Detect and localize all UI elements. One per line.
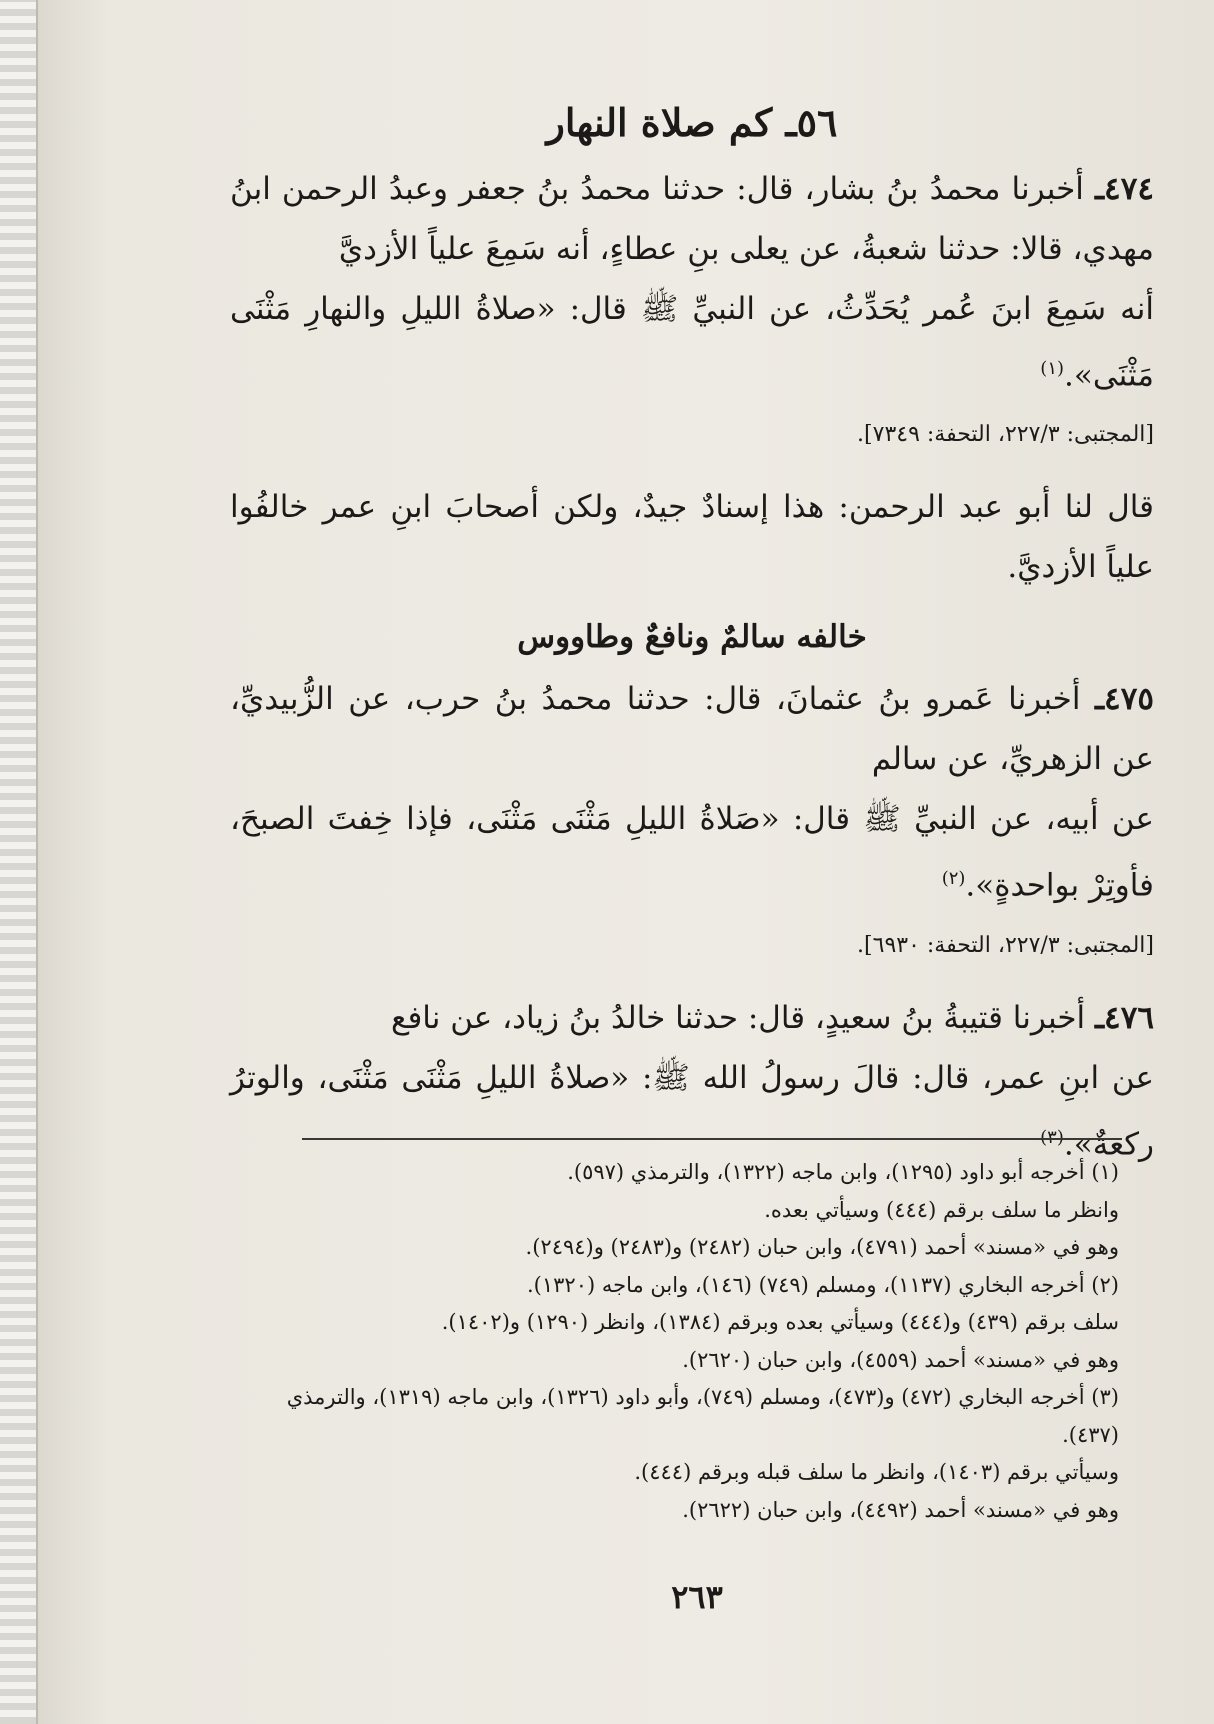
author-comment: قال لنا أبو عبد الرحمن: هذا إسنادٌ جيدٌ، ولكن أصحابَ ابنِ عمر خالفُوا علياً الأزديَّ.	[230, 489, 1154, 586]
footnote-line: سلف برقم (٤٣٩) و(٤٤٤) وسيأتي بعده وبرقم (١٣٨٤)، وانظر (١٢٩٠) و(١٤٠٢).	[441, 1310, 1119, 1334]
hadith-474-matn: أنه سَمِعَ ابنَ عُمر يُحَدِّثُ، عن النبيِّ ﷺ قال: «صلاةُ الليلِ والنهارِ مَثْنَى مَثْنَى».	[230, 291, 1154, 394]
hadith-474-text: أخبرنا محمدُ بنُ بشار، قال: حدثنا محمدُ بنُ جعفر وعبدُ الرحمن ابنُ مهدي، قالا: حدثنا شعبةُ، عن يعلى بنِ عطاءٍ، أنه سَمِعَ علياً الأزديَّ	[230, 171, 1154, 267]
footnote-line: وسيأتي برقم (١٤٠٣)، وانظر ما سلف قبله وبرقم (٤٤٤).	[634, 1460, 1119, 1484]
footnote-mark-2: (٢)	[941, 868, 966, 890]
footnote-line: (٣) أخرجه البخاري (٤٧٢) و(٤٧٣)، ومسلم (٧٤٩)، وأبو داود (١٣٢٦)، وابن ماجه (١٣١٩)، والترمذي (٤٣٧).	[286, 1385, 1119, 1447]
sub-heading: خالفه سالمٌ ونافعٌ وطاووس	[517, 619, 867, 656]
footnote-mark-1: (١)	[1040, 358, 1065, 379]
footnote-line: وهو في «مسند» أحمد (٤٤٩٢)، وابن حبان (٢٦٢٢).	[682, 1497, 1119, 1522]
hadith-475-matn-line	[230, 789, 1154, 915]
footnote-line: وهو في «مسند» أحمد (٤٥٥٩)، وابن حبان (٢٦٢٠).	[682, 1347, 1119, 1372]
hadith-476-isnad	[230, 988, 1154, 1048]
hadith-475-reference: [المجتبى: ٢٢٧/٣، التحفة: ٦٩٣٠].	[857, 932, 1154, 958]
footnote-line: وانظر ما سلف برقم (٤٤٤) وسيأتي بعده.	[764, 1197, 1119, 1222]
hadith-474-isnad	[230, 159, 1154, 279]
hadith-475-text: أخبرنا عَمرو بنُ عثمانَ، قال: حدثنا محمدُ بنُ حرب، عن الزُّبيديِّ، عن الزهريِّ، عن سالم	[230, 681, 1154, 778]
main-text	[230, 100, 1154, 1174]
hadith-474-number: ٤٧٤ـ	[1094, 171, 1154, 207]
hadith-475-isnad	[230, 669, 1154, 789]
hadith-474-matn-line	[230, 279, 1154, 405]
page-number: ٢٦٣	[671, 1578, 723, 1616]
footnote-line: (١) أخرجه أبو داود (١٢٩٥)، وابن ماجه (١٣٢٢)، والترمذي (٥٩٧).	[567, 1160, 1119, 1184]
hadith-474-reference: [المجتبى: ٢٢٧/٣، التحفة: ٧٣٤٩].	[857, 422, 1154, 448]
book-spine	[0, 0, 38, 1724]
hadith-475-matn: عن أبيه، عن النبيِّ ﷺ قال: «صَلاةُ الليلِ مَثْنَى مَثْنَى، فإذا خِفتَ الصبحَ، فأوتِرْ بواحدةٍ».	[230, 801, 1154, 904]
chapter-title: ٥٦ـ كم صلاة النهار	[546, 100, 838, 145]
footnote-divider	[302, 1138, 1122, 1140]
hadith-475-number: ٤٧٥ـ	[1094, 681, 1154, 718]
footnote-line: وهو في «مسند» أحمد (٤٧٩١)، وابن حبان (٢٤٨٢) و(٢٤٨٣) و(٢٤٩٤).	[525, 1235, 1119, 1259]
hadith-476-text: أخبرنا قتيبةُ بنُ سعيدٍ، قال: حدثنا خالدُ بنُ زياد، عن نافع	[390, 999, 1095, 1036]
footnote-line: (٢) أخرجه البخاري (١١٣٧)، ومسلم (٧٤٩) (١٤٦)، وابن ماجه (١٣٢٠).	[527, 1272, 1119, 1297]
footnotes	[270, 1154, 1119, 1529]
hadith-476-number: ٤٧٦ـ	[1094, 999, 1154, 1036]
hadith-476-matn: عن ابنِ عمر، قال: قالَ رسولُ الله ﷺ: «صلاةُ الليلِ مَثْنَى مَثْنَى، والوترُ ركعةٌ».	[230, 1059, 1154, 1162]
footnote-mark-3: (٣)	[1040, 1126, 1064, 1148]
